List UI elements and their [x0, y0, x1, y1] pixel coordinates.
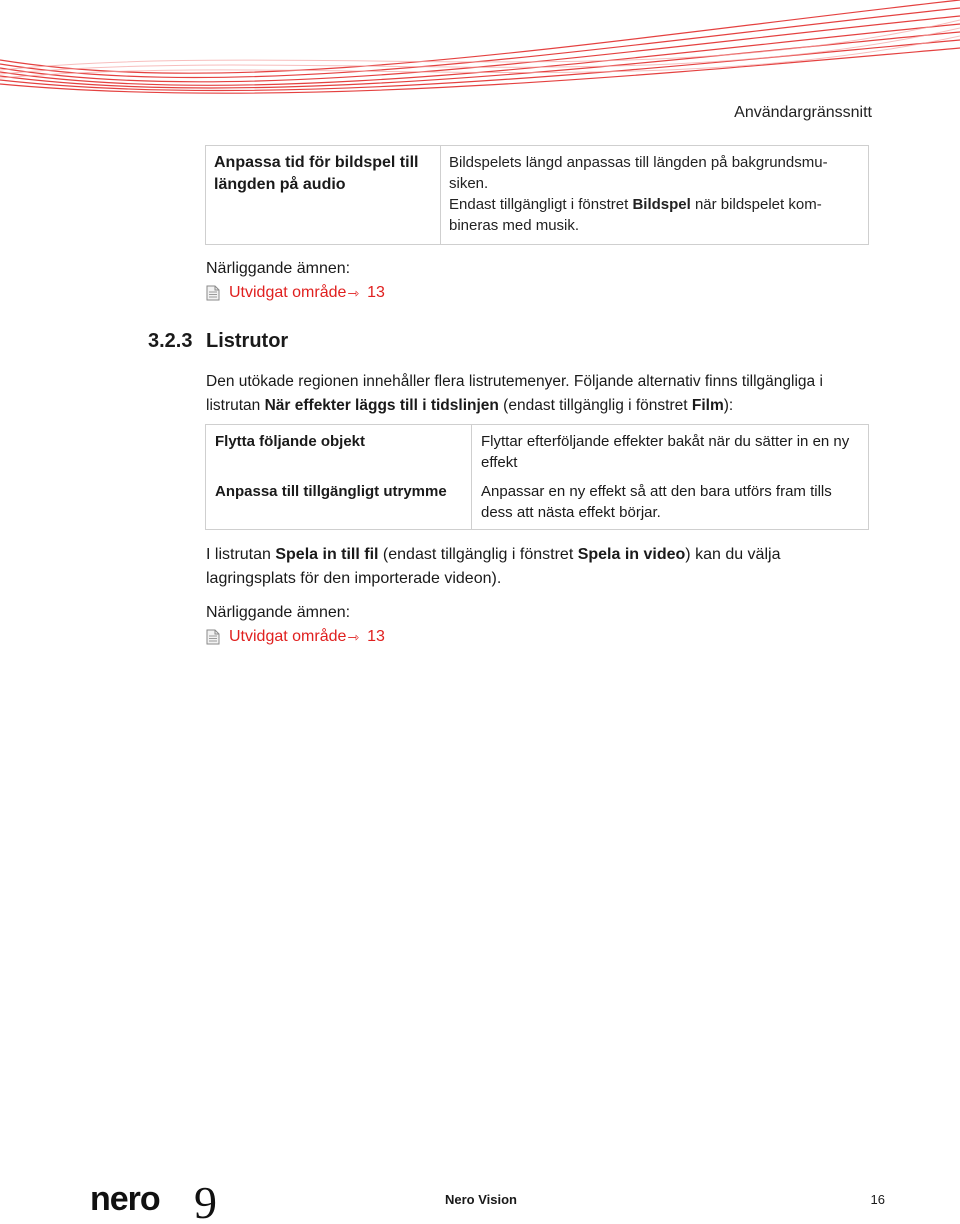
property-term: Anpassa tid för bildspel till längden på audio — [206, 146, 441, 245]
section-title: Listrutor — [206, 330, 289, 352]
intro-paragraph: Den utökade regionen innehåller flera listrutemenyer. Följande alternativ finns tillgängliga i listrutan När effekter läggs till i tidslinjen (endast tillgänglig i fönstret Film): — [206, 373, 823, 414]
ui-term-bildspel: Bildspel — [632, 196, 691, 213]
related-link-page[interactable]: 13 — [367, 628, 385, 645]
related-topic-link[interactable] — [206, 628, 385, 646]
property-desc-line1: Bildspelets längd anpassas till längden på bakgrundsmu-siken. — [449, 154, 828, 192]
header-section-title: Användargränssnitt — [734, 104, 872, 121]
ui-term-spela-in-till-fil: Spela in till fil — [275, 546, 379, 563]
arrow-right-icon: ⇾ — [347, 628, 360, 645]
table-row — [206, 425, 869, 478]
footer-page-number: 16 — [870, 1192, 885, 1207]
table-row — [206, 477, 869, 530]
related-topics-label: Närliggande ämnen: — [206, 260, 351, 277]
document-icon — [206, 285, 220, 301]
document-icon — [206, 629, 220, 645]
ui-term-spela-in-video: Spela in video — [577, 546, 686, 563]
option-description: Flyttar efterföljande effekter bakåt när du sätter in en ny effekt — [472, 425, 869, 478]
option-description: Anpassar en ny effekt så att den bara utförs fram tills dess att nästa effekt börjar. — [472, 477, 869, 530]
section-heading — [148, 330, 288, 353]
related-link-page[interactable]: 13 — [367, 284, 385, 301]
property-desc-line2: Endast tillgängligt i fönstret Bildspel när bildspelet kom-bineras med musik. — [449, 196, 822, 234]
property-table — [205, 145, 869, 245]
table-row — [206, 146, 869, 245]
arrow-right-icon: ⇾ — [347, 284, 360, 301]
svg-text:9: 9 — [194, 1180, 217, 1224]
svg-text:nero: nero — [90, 1180, 160, 1218]
option-term: Flytta följande objekt — [206, 425, 472, 478]
related-topics-label: Närliggande ämnen: — [206, 604, 351, 621]
footer-product-name: Nero Vision — [445, 1192, 518, 1207]
property-description — [441, 146, 869, 245]
header-swoosh — [0, 0, 960, 110]
related-link-text[interactable]: Utvidgat område — [229, 284, 347, 301]
option-term: Anpassa till tillgängligt utrymme — [206, 477, 472, 530]
section-number: 3.2.3 — [148, 330, 193, 352]
nero-logo — [90, 1180, 230, 1224]
ui-term-listbox: När effekter läggs till i tidslinjen — [264, 397, 499, 414]
related-link-text[interactable]: Utvidgat område — [229, 628, 347, 645]
options-table — [205, 424, 869, 530]
related-topic-link[interactable] — [206, 284, 385, 302]
ui-term-film: Film — [691, 397, 724, 414]
record-paragraph: I listrutan Spela in till fil (endast tillgänglig i fönstret Spela in video) kan du välja lagringsplats för den importerade videon). — [206, 546, 781, 587]
